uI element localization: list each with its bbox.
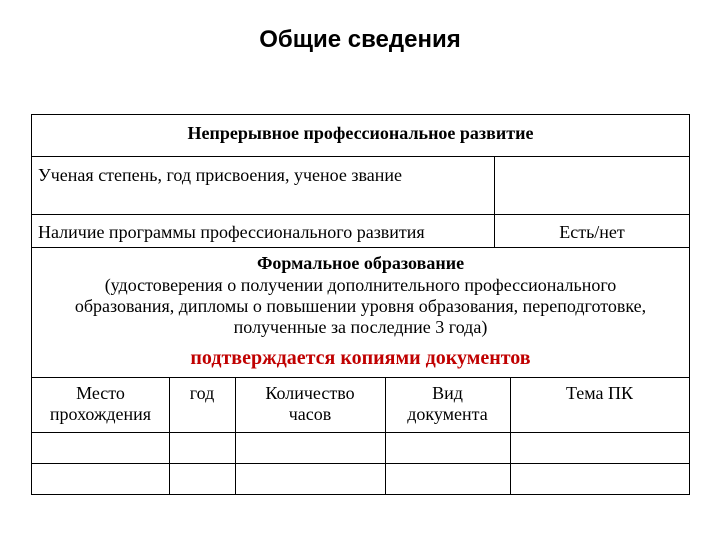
section-heading-formal-education: Формальное образование (256, 253, 465, 273)
table-row (32, 464, 689, 494)
degree-label: Ученая степень, год присвоения, ученое звание (38, 165, 402, 185)
page-title: Общие сведения (259, 26, 461, 53)
divider (32, 214, 689, 215)
divider (32, 377, 689, 378)
program-value: Есть/нет (559, 222, 625, 242)
divider (494, 156, 495, 215)
header-place-line2: прохождения (49, 404, 152, 424)
header-hours-line1: Количество (265, 383, 355, 403)
header-place (32, 383, 169, 425)
header-doc-type (385, 383, 510, 425)
divider (32, 156, 689, 157)
description-line: образования, дипломы о повышении уровня образования, переподготовке, (74, 296, 647, 316)
header-doc-type-line2: документа (407, 404, 488, 424)
header-hours (235, 383, 385, 425)
header-topic (510, 383, 689, 404)
info-table (31, 114, 690, 495)
header-doc-type-line1: Вид (432, 383, 463, 403)
confirmation-note: подтверждается копиями документов (190, 347, 531, 369)
table-row (32, 433, 689, 463)
header-year (169, 383, 235, 404)
program-label: Наличие программы профессионального развития (38, 222, 425, 242)
header-year-line1: год (189, 383, 215, 403)
header-hours-line2: часов (288, 404, 332, 424)
divider (494, 214, 495, 248)
header-place-line1: Место (76, 383, 125, 403)
header-topic-line1: Тема ПК (565, 383, 634, 403)
divider (32, 247, 689, 248)
description-line: полученные за последние 3 года) (233, 317, 488, 337)
section-heading-cpd: Непрерывное профессиональное развитие (187, 123, 534, 143)
description-line: (удостоверения о получении дополнительного профессионального (104, 275, 617, 295)
